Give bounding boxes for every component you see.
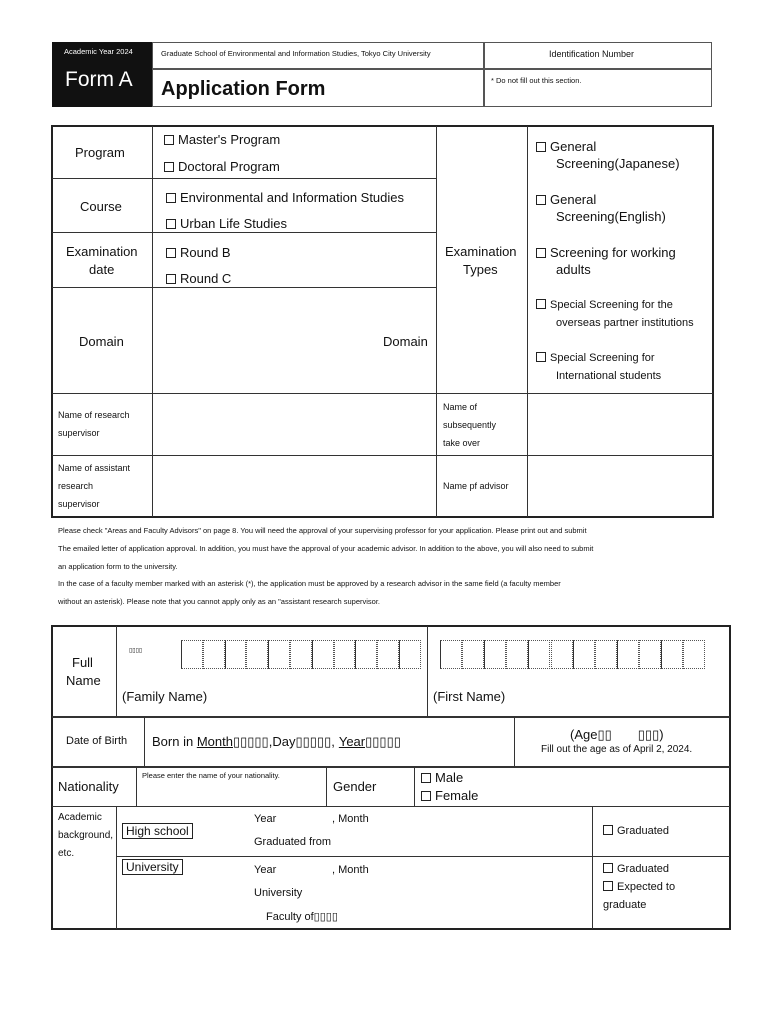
assistant-supervisor-label: Name of assistant research supervisor [58, 463, 131, 509]
checkbox-icon[interactable] [166, 219, 176, 229]
exam-date-option-b[interactable]: Round B [166, 245, 231, 260]
hs-month[interactable]: , Month [332, 813, 369, 825]
id-note: * Do not fill out this section. [491, 76, 582, 85]
note-line: The emailed letter of application approval. In addition, you must have the approval of your academic advisor. In addition to the above, you will also need to submit [58, 543, 594, 553]
nationality-hint[interactable]: Please enter the name of your nationality. [142, 771, 280, 780]
program-option-doctoral[interactable]: Doctoral Program [164, 159, 280, 174]
course-option-urban[interactable]: Urban Life Studies [166, 216, 287, 231]
checkbox-icon[interactable] [166, 193, 176, 203]
school-name: Graduate School of Environmental and Information Studies, Tokyo City University [161, 49, 431, 58]
name-char-box[interactable] [355, 640, 377, 669]
gender-label: Gender [333, 779, 377, 794]
dob-field[interactable]: Born in Month▯▯▯▯▯,Day▯▯▯▯▯, Year▯▯▯▯▯ [152, 734, 401, 749]
name-char-box[interactable] [246, 640, 268, 669]
name-char-box[interactable] [528, 640, 550, 669]
exam-types-label-1: Examination [445, 244, 517, 259]
name-char-box[interactable] [312, 640, 334, 669]
exam-type-overseas-partner[interactable]: Special Screening for the overseas partner institutions [536, 296, 694, 332]
checkbox-icon[interactable] [164, 135, 174, 145]
uni-status: Graduated Expected to graduate [603, 860, 675, 914]
uni-status-graduated[interactable]: Graduated [603, 860, 675, 878]
note-line: without an asterisk). Please note that you cannot apply only as an "assistant research supervisor. [58, 597, 381, 607]
uni-year[interactable]: Year [254, 864, 277, 876]
uni-status-expected[interactable]: Expected to [603, 878, 675, 896]
exam-type-international[interactable]: Special Screening for International students [536, 349, 661, 385]
form-title: Application Form [161, 78, 326, 100]
uni-faculty[interactable]: Faculty of▯▯▯▯ [266, 911, 338, 923]
first-name-label: (First Name) [433, 689, 506, 704]
academic-year-block [52, 42, 152, 107]
furigana-mark: ▯▯▯▯ [129, 648, 143, 654]
name-char-box[interactable] [225, 640, 247, 669]
take-over-field[interactable] [529, 395, 712, 454]
take-over-label: Name of subsequently take over [443, 402, 497, 448]
name-char-box[interactable] [440, 640, 462, 669]
exam-date-label-2: date [89, 262, 115, 277]
dob-label: Date of Birth [66, 735, 128, 747]
domain-label: Domain [79, 334, 124, 349]
note-line: Please check "Areas and Faculty Advisors" on page 8. You will need the approval of your supervising professor for your application. Please print out and submit [58, 526, 587, 535]
checkbox-icon[interactable] [536, 195, 546, 205]
name-char-box[interactable] [551, 640, 573, 669]
research-supervisor-label: Name of research supervisor [58, 410, 130, 438]
note-line: In the case of a faculty member marked with an asterisk (*), the application must be approved by a research advisor in the same field (a faculty member [58, 579, 561, 589]
nationality-label: Nationality [58, 779, 119, 794]
name-char-box[interactable] [661, 640, 683, 669]
checkbox-icon[interactable] [421, 791, 431, 801]
name-char-box[interactable] [683, 640, 705, 669]
advisor-field[interactable] [529, 457, 712, 516]
school-name-cell [152, 42, 484, 69]
first-name-boxes[interactable] [440, 640, 706, 669]
hs-year[interactable]: Year [254, 813, 277, 825]
name-char-box[interactable] [203, 640, 225, 669]
checkbox-icon[interactable] [536, 248, 546, 258]
checkbox-icon[interactable] [536, 142, 546, 152]
checkbox-icon[interactable] [166, 248, 176, 258]
id-number-cell [484, 42, 712, 69]
uni-month[interactable]: , Month [332, 864, 369, 876]
full-name-label-1: Full [72, 655, 93, 670]
age-note: Fill out the age as of April 2, 2024. [541, 744, 693, 755]
name-char-box[interactable] [377, 640, 399, 669]
checkbox-icon[interactable] [603, 825, 613, 835]
hs-graduated-from[interactable]: Graduated from [254, 836, 332, 848]
gender-option-female[interactable]: Female [421, 788, 478, 803]
program-label: Program [75, 145, 125, 160]
full-name-label-2: Name [66, 673, 101, 688]
name-char-box[interactable] [268, 640, 290, 669]
name-char-box[interactable] [573, 640, 595, 669]
exam-date-label-1: Examination [66, 244, 138, 259]
name-char-box[interactable] [462, 640, 484, 669]
name-char-box[interactable] [595, 640, 617, 669]
family-name-label: (Family Name) [122, 689, 208, 704]
name-char-box[interactable] [506, 640, 528, 669]
research-supervisor-field[interactable] [154, 395, 435, 454]
exam-types-label-2: Types [463, 262, 498, 277]
checkbox-icon[interactable] [536, 352, 546, 362]
id-number-field[interactable] [484, 69, 712, 107]
uni-name[interactable]: University [254, 887, 303, 899]
name-char-box[interactable] [181, 640, 203, 669]
family-name-boxes[interactable] [181, 640, 421, 669]
id-number-label: Identification Number [549, 49, 635, 59]
name-char-box[interactable] [399, 640, 421, 669]
exam-type-working-adults[interactable]: Screening for working adults [536, 244, 676, 278]
hs-status[interactable]: Graduated [603, 825, 669, 837]
gender-option-male[interactable]: Male [421, 770, 463, 785]
assistant-supervisor-field[interactable] [154, 457, 435, 516]
name-char-box[interactable] [290, 640, 312, 669]
checkbox-icon[interactable] [603, 863, 613, 873]
name-char-box[interactable] [484, 640, 506, 669]
course-label: Course [80, 199, 122, 214]
checkbox-icon[interactable] [421, 773, 431, 783]
name-char-box[interactable] [639, 640, 661, 669]
note-line: an application form to the university. [58, 561, 178, 571]
exam-type-general-en[interactable]: General Screening(English) [536, 191, 666, 225]
advisor-label: Name pf advisor [443, 481, 509, 491]
checkbox-icon[interactable] [603, 881, 613, 891]
dob-year: Year▯▯▯▯▯ [338, 734, 401, 749]
age-field[interactable]: (Age▯▯ ▯▯▯) [570, 727, 664, 742]
university-tag: University [122, 860, 183, 874]
academic-year: Academic Year 2024 [64, 47, 133, 56]
name-char-box[interactable] [617, 640, 639, 669]
program-option-master[interactable]: Master's Program [164, 132, 280, 147]
notes-block [58, 522, 718, 611]
form-id: Form A [65, 68, 133, 91]
checkbox-icon[interactable] [166, 274, 176, 284]
edu-label: Academic background, etc. [58, 812, 114, 859]
checkbox-icon[interactable] [536, 299, 546, 309]
name-char-box[interactable] [334, 640, 356, 669]
exam-type-general-jp[interactable]: General Screening(Japanese) [536, 138, 680, 172]
domain-value[interactable]: Domain [383, 334, 428, 349]
exam-date-option-c[interactable]: Round C [166, 271, 231, 286]
form-title-cell [152, 69, 484, 107]
high-school-tag: High school [122, 824, 193, 838]
checkbox-icon[interactable] [164, 162, 174, 172]
course-option-env[interactable]: Environmental and Information Studies [166, 190, 404, 205]
